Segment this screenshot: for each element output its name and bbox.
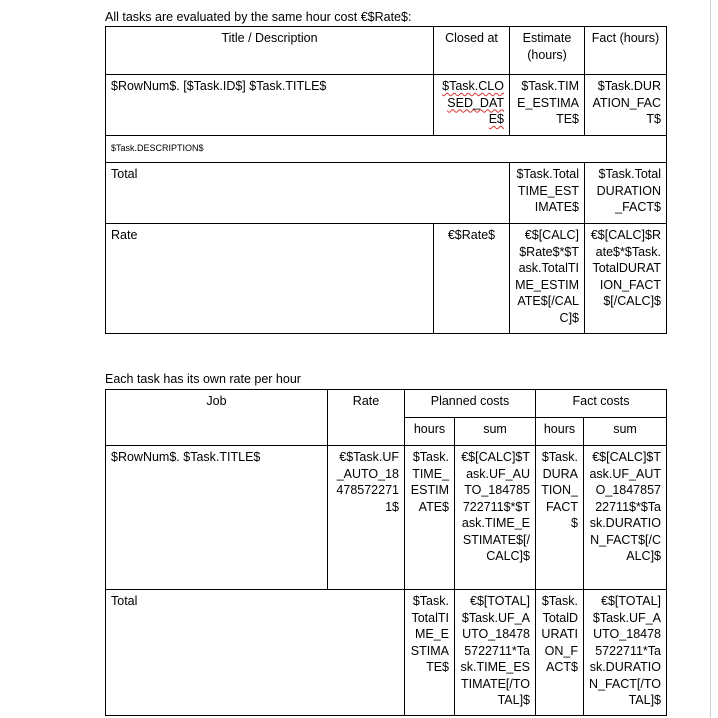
cell-rate-label: Rate — [106, 224, 434, 334]
cell-planned-hours: $Task.TIME_ESTIMATE$ — [405, 446, 455, 590]
cell-rate-fact: €$[CALC]$Rate$*$Task.TotalDURATION_FACT$[/CALC]$ — [585, 224, 667, 334]
header-planned-hours: hours — [405, 418, 455, 446]
header-estimate: Estimate (hours) — [510, 27, 585, 75]
cell-fact-sum: €$[CALC]$Task.UF_AUTO_184785722711$*$Task.DURATION_FACT$[/CALC]$ — [584, 446, 667, 590]
cell-task-title: $RowNum$. [$Task.ID$] $Task.TITLE$ — [106, 75, 434, 136]
report-table-same-rate — [105, 26, 667, 334]
table-header-row — [106, 390, 667, 418]
cell-total-fact-hours: $Task.TotalDURATION_FACT$ — [536, 590, 584, 716]
cell-task-closed: $Task.CLOSED_DATE$ — [434, 75, 510, 136]
cell-rate-value: €$Rate$ — [434, 224, 510, 334]
cell-fact-hours: $Task.DURATION_FACT$ — [536, 446, 584, 590]
cell-total-planned-sum: €$[TOTAL]$Task.UF_AUTO_184785722711*Task.TIME_ESTIMATE[/TOTAL]$ — [455, 590, 536, 716]
header-closed-at: Closed at — [434, 27, 510, 75]
header-fact-hours: hours — [536, 418, 584, 446]
cell-total-fact: $Task.TotalDURATION_FACT$ — [585, 163, 667, 224]
table1-heading: All tasks are evaluated by the same hour cost €$Rate$: — [105, 10, 412, 24]
cell-total-planned-hours: $Task.TotalTIME_ESTIMATE$ — [405, 590, 455, 716]
cell-job-title: $RowNum$. $Task.TITLE$ — [106, 446, 328, 590]
table-row — [106, 75, 667, 136]
header-rate: Rate — [328, 390, 405, 446]
table-row — [106, 224, 667, 334]
report-table-own-rate — [105, 389, 667, 716]
cell-task-description: $Task.DESCRIPTION$ — [106, 136, 667, 163]
cell-job-rate: €$Task.UF_AUTO_184785722711$ — [328, 446, 405, 590]
cell-total-label: Total — [106, 163, 510, 224]
header-fact-sum: sum — [584, 418, 667, 446]
table-row — [106, 163, 667, 224]
cell-total-estimate: $Task.TotalTIME_ESTIMATE$ — [510, 163, 585, 224]
header-fact-costs: Fact costs — [536, 390, 667, 418]
table-header-row — [106, 27, 667, 75]
cell-task-estimate: $Task.TIME_ESTIMATE$ — [510, 75, 585, 136]
table-row — [106, 446, 667, 590]
table-row — [106, 590, 667, 716]
header-fact: Fact (hours) — [585, 27, 667, 75]
header-job: Job — [106, 390, 328, 446]
header-planned-costs: Planned costs — [405, 390, 536, 418]
cell-total-fact-sum: €$[TOTAL]$Task.UF_AUTO_184785722711*Task.DURATION_FACT[/TOTAL]$ — [584, 590, 667, 716]
cell-rate-estimate: €$[CALC]$Rate$*$Task.TotalTIME_ESTIMATE$[/CALC]$ — [510, 224, 585, 334]
table2-heading: Each task has its own rate per hour — [105, 372, 301, 386]
header-planned-sum: sum — [455, 418, 536, 446]
table-row — [106, 136, 667, 163]
cell-total-label: Total — [106, 590, 405, 716]
header-title-description: Title / Description — [106, 27, 434, 75]
cell-task-fact: $Task.DURATION_FACT$ — [585, 75, 667, 136]
cell-planned-sum: €$[CALC]$Task.UF_AUTO_184785722711$*$Task.TIME_ESTIMATE$[/CALC]$ — [455, 446, 536, 590]
